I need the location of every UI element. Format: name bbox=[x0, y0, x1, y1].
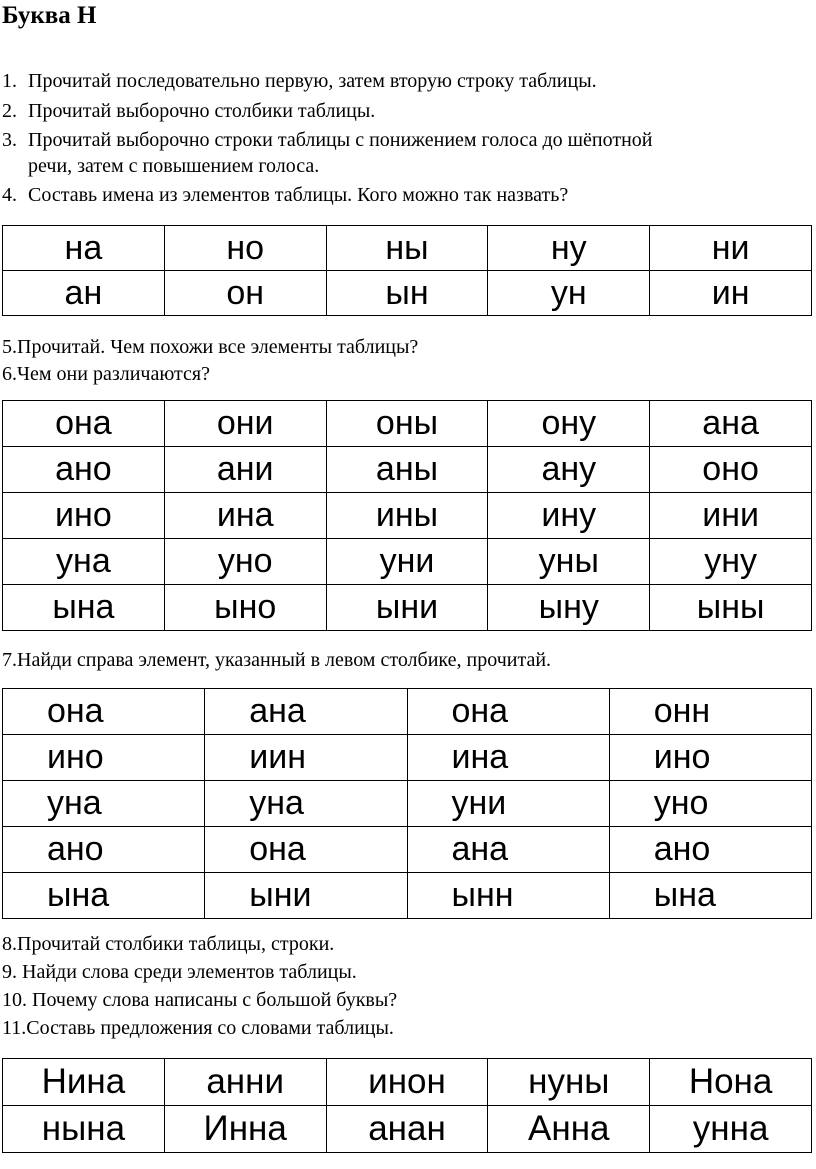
table-cell: уны bbox=[488, 539, 650, 585]
table-cell: иин bbox=[205, 735, 407, 781]
table-cell: Нина bbox=[3, 1059, 165, 1106]
find-element-table bbox=[2, 688, 812, 919]
table-cell: уна bbox=[3, 539, 165, 585]
table-row bbox=[3, 585, 812, 631]
table-cell: ин bbox=[650, 271, 812, 316]
table-cell: анни bbox=[164, 1059, 326, 1106]
table-cell: уно bbox=[609, 781, 811, 827]
table-cell: ына bbox=[3, 873, 205, 919]
instruction-4 bbox=[2, 182, 568, 208]
table-cell: оны bbox=[326, 401, 488, 447]
table-cell: ыни bbox=[205, 873, 407, 919]
table-row bbox=[3, 447, 812, 493]
table-cell: ину bbox=[488, 493, 650, 539]
table-cell: ана bbox=[407, 827, 609, 873]
table-cell: ана bbox=[205, 689, 407, 735]
instruction-number: 3. bbox=[2, 129, 17, 151]
table-cell: Нона bbox=[650, 1059, 812, 1106]
table-cell: ану bbox=[488, 447, 650, 493]
table-cell: оно bbox=[650, 447, 812, 493]
instruction-7: 7.Найди справа элемент, указанный в левом столбике, прочитай. bbox=[2, 649, 552, 671]
table-cell: ан bbox=[3, 271, 165, 316]
table-cell: унна bbox=[650, 1106, 812, 1153]
syllable-table-1 bbox=[2, 225, 812, 316]
table-cell: ны bbox=[326, 226, 488, 271]
table-cell: ино bbox=[609, 735, 811, 781]
table-cell: ына bbox=[3, 585, 165, 631]
table-cell: ано bbox=[609, 827, 811, 873]
instruction-10: 10. Почему слова написаны с большой буквы? bbox=[2, 989, 398, 1011]
table-cell: она bbox=[407, 689, 609, 735]
table-row bbox=[3, 689, 812, 735]
instruction-3-continued bbox=[2, 153, 319, 179]
table-cell: Инна bbox=[164, 1106, 326, 1153]
instruction-number: 2. bbox=[2, 100, 17, 122]
table-cell: ын bbox=[326, 271, 488, 316]
instruction-text: Прочитай выборочно строки таблицы с понижением голоса до шёпотной bbox=[28, 129, 653, 151]
instruction-text: Составь имена из элементов таблицы. Кого можно так назвать? bbox=[28, 184, 569, 206]
instruction-11: 11.Составь предложения со словами таблицы. bbox=[2, 1017, 394, 1039]
table-cell: ыну bbox=[488, 585, 650, 631]
table-cell: ну bbox=[488, 226, 650, 271]
table-cell: уни bbox=[407, 781, 609, 827]
table-row bbox=[3, 827, 812, 873]
instruction-text: Прочитай последовательно первую, затем вторую строку таблицы. bbox=[28, 70, 597, 92]
table-cell: она bbox=[205, 827, 407, 873]
table-row bbox=[3, 493, 812, 539]
instruction-5: 5.Прочитай. Чем похожи все элементы таблицы? bbox=[2, 336, 419, 358]
page-title: Буква Н bbox=[2, 2, 97, 29]
table-cell: ины bbox=[326, 493, 488, 539]
table-cell: ыны bbox=[650, 585, 812, 631]
table-cell: ано bbox=[3, 447, 165, 493]
table-cell: ана bbox=[650, 401, 812, 447]
table-cell: аны bbox=[326, 447, 488, 493]
table-cell: уно bbox=[164, 539, 326, 585]
instruction-1 bbox=[2, 68, 597, 94]
table-cell: ону bbox=[488, 401, 650, 447]
table-cell: нына bbox=[3, 1106, 165, 1153]
table-row bbox=[3, 1059, 812, 1106]
table-cell: ино bbox=[3, 735, 205, 781]
table-cell: он bbox=[164, 271, 326, 316]
syllable-table-2 bbox=[2, 400, 812, 631]
words-table bbox=[2, 1058, 812, 1153]
table-row bbox=[3, 873, 812, 919]
instruction-9: 9. Найди слова среди элементов таблицы. bbox=[2, 961, 357, 983]
table-cell: нуны bbox=[488, 1059, 650, 1106]
instruction-3 bbox=[2, 127, 653, 153]
table-cell: ини bbox=[650, 493, 812, 539]
instruction-number: 4. bbox=[2, 184, 17, 206]
table-row bbox=[3, 401, 812, 447]
table-cell: ино bbox=[3, 493, 165, 539]
table-cell: они bbox=[164, 401, 326, 447]
table-row bbox=[3, 539, 812, 585]
table-cell: ун bbox=[488, 271, 650, 316]
table-cell: ано bbox=[3, 827, 205, 873]
table-row bbox=[3, 735, 812, 781]
table-cell: Анна bbox=[488, 1106, 650, 1153]
table-cell: на bbox=[3, 226, 165, 271]
table-cell: ынн bbox=[407, 873, 609, 919]
instruction-number: 1. bbox=[2, 70, 17, 92]
table-cell: ани bbox=[164, 447, 326, 493]
table-cell: онн bbox=[609, 689, 811, 735]
instruction-text: речи, затем с повышением голоса. bbox=[28, 155, 320, 177]
table-cell: она bbox=[3, 401, 165, 447]
instruction-2 bbox=[2, 98, 375, 124]
table-cell: уни bbox=[326, 539, 488, 585]
table-cell: уна bbox=[205, 781, 407, 827]
table-cell: ыни bbox=[326, 585, 488, 631]
table-cell: ыно bbox=[164, 585, 326, 631]
table-row bbox=[3, 1106, 812, 1153]
table-cell: уну bbox=[650, 539, 812, 585]
instruction-6: 6.Чем они различаются? bbox=[2, 363, 210, 385]
table-cell: ни bbox=[650, 226, 812, 271]
table-cell: ына bbox=[609, 873, 811, 919]
table-row bbox=[3, 271, 812, 316]
table-cell: ина bbox=[407, 735, 609, 781]
table-row bbox=[3, 226, 812, 271]
table-cell: анан bbox=[326, 1106, 488, 1153]
instruction-text: Прочитай выборочно столбики таблицы. bbox=[28, 100, 376, 122]
table-cell: но bbox=[164, 226, 326, 271]
table-row bbox=[3, 781, 812, 827]
table-cell: она bbox=[3, 689, 205, 735]
table-cell: инон bbox=[326, 1059, 488, 1106]
table-cell: уна bbox=[3, 781, 205, 827]
instruction-8: 8.Прочитай столбики таблицы, строки. bbox=[2, 933, 335, 955]
table-cell: ина bbox=[164, 493, 326, 539]
